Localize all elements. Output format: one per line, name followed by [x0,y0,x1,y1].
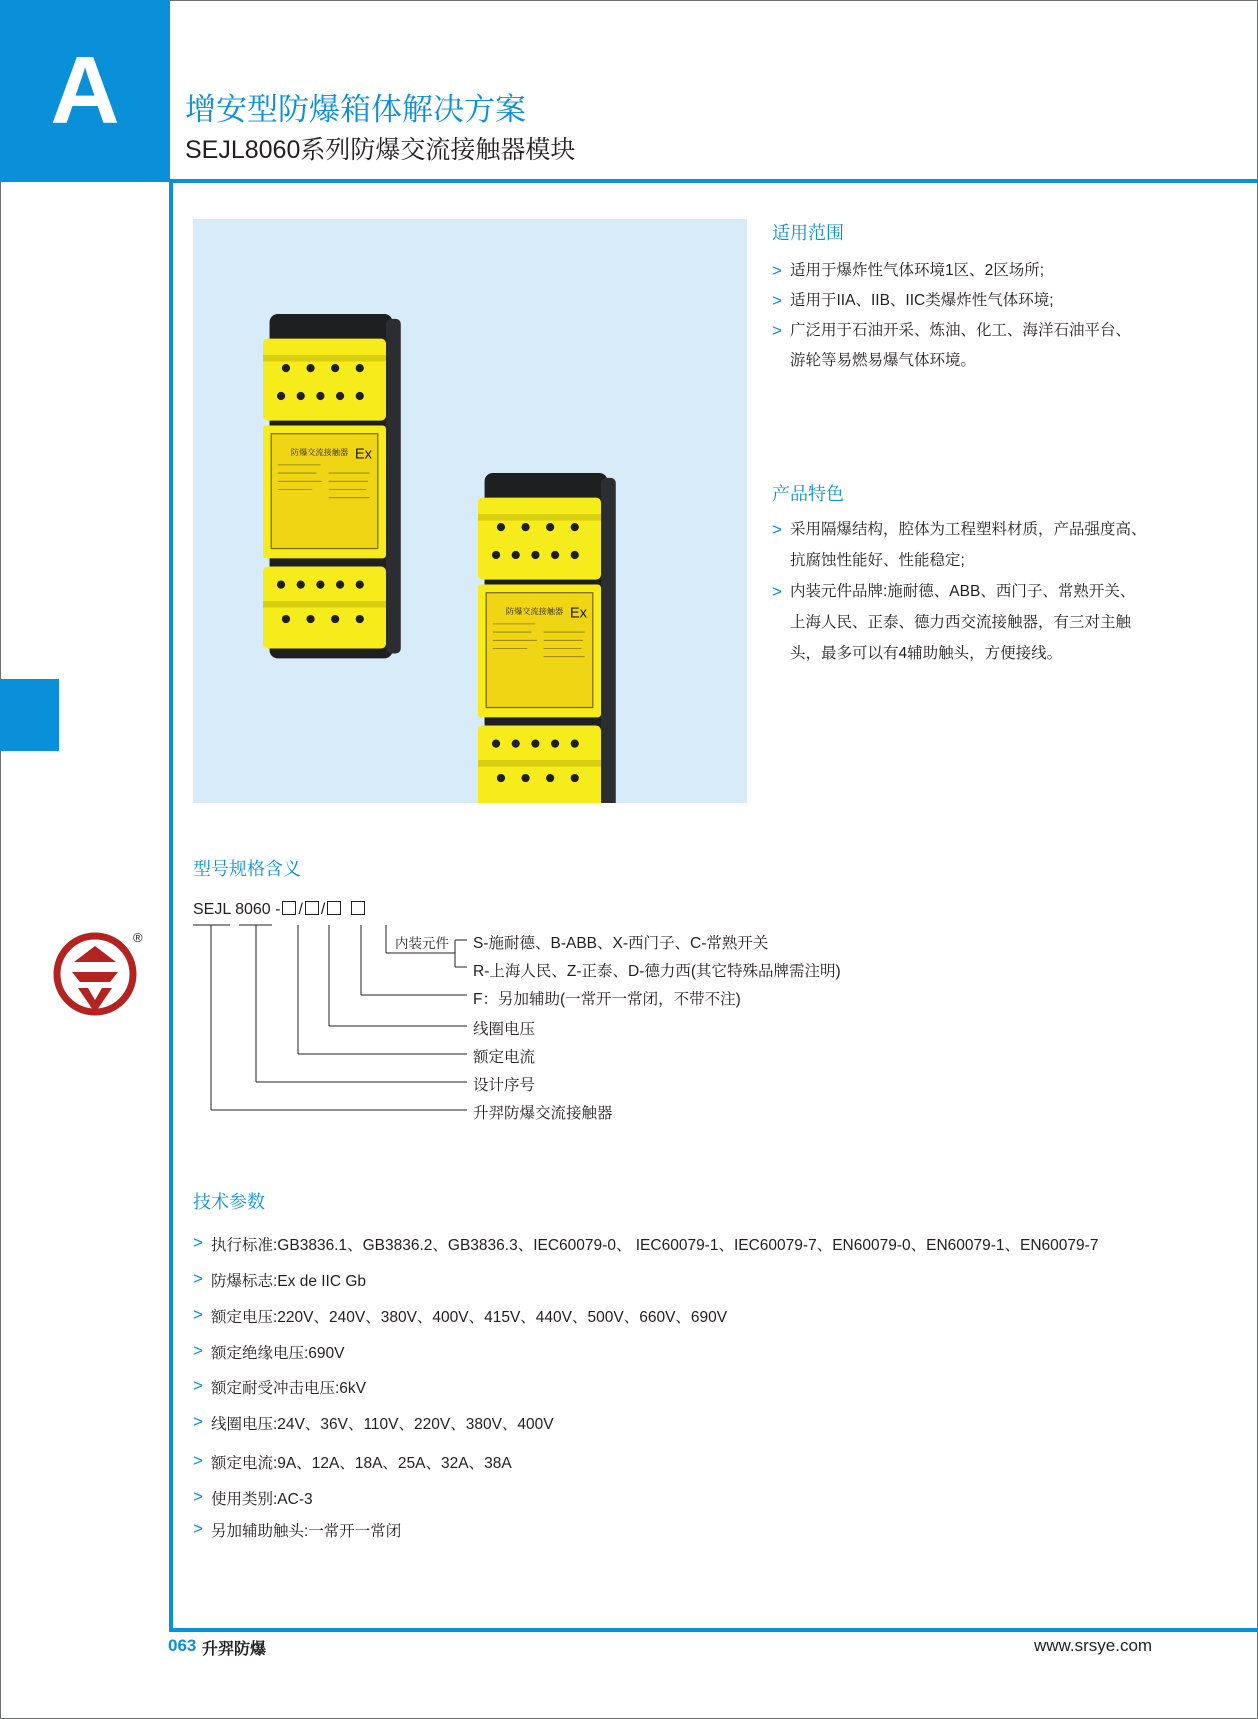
model-code: SEJL 8060 - / / [193,901,367,919]
footer-brand: 升羿防爆 [202,1641,267,1658]
list-item: > 使用类别:AC-3 [193,1487,313,1508]
product-desc: 升羿防爆交流接触器 [473,1105,613,1122]
brand-line-2: R-上海人民、Z-正泰、D-德力西(其它特殊品牌需注明) [473,963,841,980]
arrow-icon: > [772,291,782,310]
list-item: > 执行标准:GB3836.1、GB3836.2、GB3836.3、IEC60079-0、 IEC60079-1、IEC60079-7、EN60079-0、EN60079-1、EN60079-7 [193,1233,1099,1254]
registered-mark: ® [133,930,143,945]
list-item: > 另加辅助触头:一常开一常闭 [193,1519,402,1540]
list-item: > 额定电流:9A、12A、18A、25A、32A、38A [193,1451,512,1472]
page-subtitle: SEJL8060系列防爆交流接触器模块 [185,136,576,164]
arrow-icon: > [193,1376,203,1395]
device-label-mark: Ex [569,605,588,622]
arrow-icon: > [193,1305,203,1324]
list-item: > 采用隔爆结构，腔体为工程塑料材质，产品强度高、 抗腐蚀性能好、性能稳定; [772,514,1147,576]
device-label-mark: Ex [354,446,373,463]
list-item: > 额定绝缘电压:690V [193,1341,345,1362]
section-letter: A [50,37,120,144]
list-item: > 广泛用于石油开采、炼油、化工、海洋石油平台、 游轮等易燃易爆气体环境。 [772,316,1131,376]
model-heading: 型号规格含义 [193,859,301,879]
arrow-icon: > [193,1451,203,1470]
builtin-label: 内装元件 [395,936,449,951]
list-item: > 防爆标志:Ex de IIC Gb [193,1269,367,1290]
arrow-icon: > [193,1487,203,1506]
scope-heading: 适用范围 [772,223,844,243]
website-link[interactable]: www.srsye.com [1034,1636,1153,1655]
coil-desc: 线圈电压 [473,1021,536,1038]
list-item: > 适用于爆炸性气体环境1区、2区场所; [772,256,1131,286]
current-desc: 额定电流 [473,1049,536,1066]
arrow-icon: > [193,1519,203,1538]
list-item: > 额定耐受冲击电压:6kV [193,1376,367,1397]
tech-heading: 技术参数 [193,1192,265,1212]
arrow-icon: > [193,1269,203,1288]
arrow-icon: > [193,1233,203,1252]
arrow-icon: > [772,520,782,539]
list-item: > 额定电压:220V、240V、380V、400V、415V、440V、500V、660V、690V [193,1305,728,1326]
arrow-icon: > [772,582,782,601]
design-desc: 设计序号 [473,1077,536,1094]
arrow-icon: > [193,1412,203,1431]
list-item: > 内装元件品牌:施耐德、ABB、西门子、常熟开关、 上海人民、正泰、德力西交流接触器，有三对主触 头，最多可以有4辅助触头，方便接线。 [772,576,1147,669]
aux-desc: F：另加辅助(一常开一常闭，不带不注) [473,991,741,1008]
list-item: > 线圈电压:24V、36V、110V、220V、380V、400V [193,1412,554,1433]
features-heading: 产品特色 [772,484,844,504]
continuation-line: 游轮等易燃易爆气体环境。 [790,352,977,369]
page-number: 063 [168,1636,197,1655]
page-title: 增安型防爆箱体解决方案 [185,92,526,127]
arrow-icon: > [193,1341,203,1360]
list-item: > 适用于IIA、IIB、IIC类爆炸性气体环境; [772,286,1131,316]
arrow-icon: > [772,321,782,340]
arrow-icon: > [772,261,782,280]
brand-logo [50,932,140,1016]
device-label-title: 防爆交流接触器 [505,606,564,617]
brand-line-1: S-施耐德、B-ABB、X-西门子、C-常熟开关 [473,935,769,952]
device-label-title: 防爆交流接触器 [290,447,349,458]
